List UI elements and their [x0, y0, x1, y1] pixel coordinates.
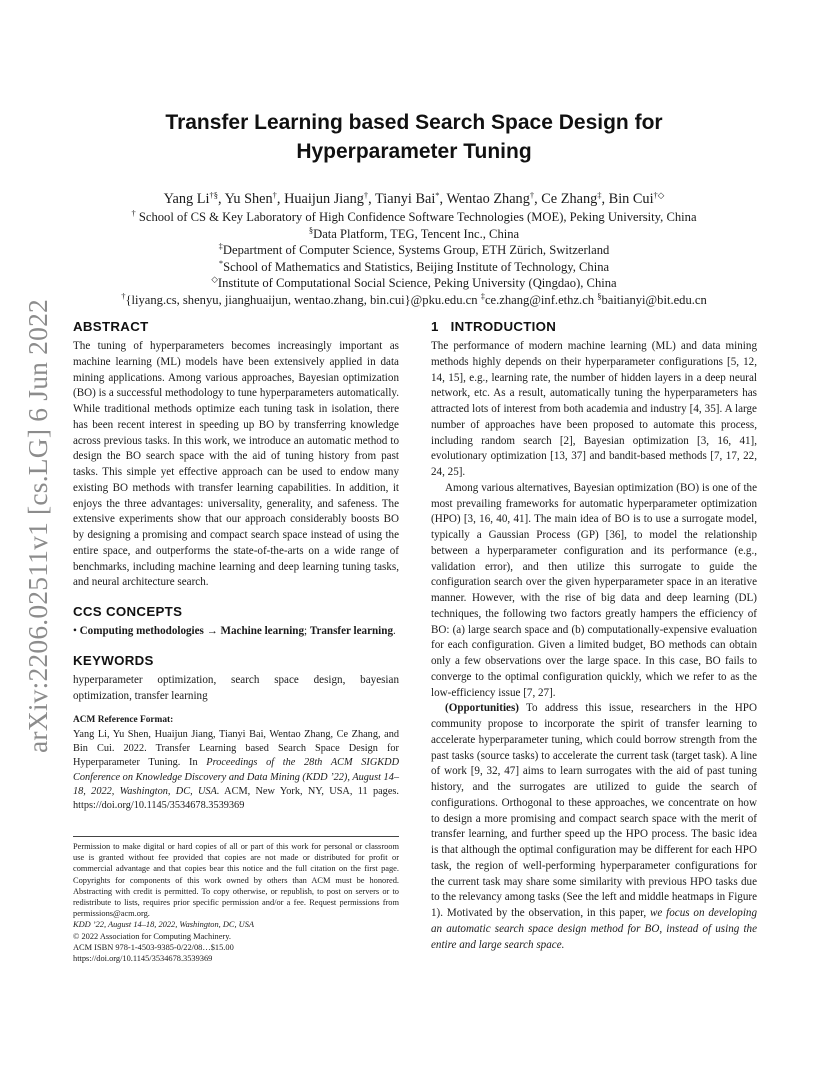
affiliation: † School of CS & Key Laboratory of High Confidence Software Technologies (MOE), Peking University, China	[131, 208, 697, 224]
footer-doi-link[interactable]: https://doi.org/10.1145/3534678.3539369	[73, 954, 213, 964]
conference-line: KDD ’22, August 14–18, 2022, Washington, DC, USA	[73, 920, 255, 930]
affiliation: *School of Mathematics and Statistics, Beijing Institute of Technology, China	[218, 257, 610, 274]
author-mark: *	[435, 190, 440, 200]
keywords-text: hyperparameter optimization, search space design, bayesian optimization, transfer learning	[73, 673, 399, 702]
author-mark: †	[272, 190, 277, 200]
copyright-line: © 2022 Association for Computing Machinery.	[73, 931, 231, 941]
ccs-heading: CCS CONCEPTS	[73, 604, 183, 619]
left-column	[73, 318, 399, 813]
author-name: Tianyi Bai	[375, 191, 436, 207]
abstract-text: The tuning of hyperparameters becomes increasingly important as machine learning (ML) models have been extensively applied in data mining applications. Among various approaches, Bayesian optimization (BO) is a successful methodology to tune hyperparameters automatically. While traditional methods optimize each tuning task in isolation, there has been recent interest in speeding up BO by transferring knowledge across previous tasks. In this work, we introduce an automatic method to design the BO search space with the aid of tuning history from past tasks. This simple yet effective approach can be used to endow many existing BO methods with transfer learning capabilities. In addition, it enjoys the three advantages: universality, generality, and safeness. The extensive experiments show that our approach considerably boosts BO by designing a promising and compact search space instead of using the entire space, and outperforms the state-of-the-arts on a wide range of benchmarks, including machine learning and deep learning tuning tasks, and neural architecture search.	[73, 340, 399, 589]
author-mark: ‡	[597, 190, 602, 200]
footnote-block	[73, 836, 399, 964]
author-name: Bin Cui	[608, 191, 654, 207]
acm-reference-heading: ACM Reference Format:	[73, 715, 174, 726]
affiliation: §Data Platform, TEG, Tencent Inc., China	[308, 224, 520, 241]
arxiv-identifier-stamp: arXiv:2206.02511v1 [cs.LG] 6 Jun 2022	[22, 299, 53, 753]
isbn-line: ACM ISBN 978-1-4503-9385-0/22/08…$15.00	[73, 942, 234, 952]
permission-notice: Permission to make digital or hard copies of all or part of this work for personal or classroom use is granted without fee provided that copies are not made or distributed for profit or commercial advantage and that copies bear this notice and the full citation on the first page. Copyrights for components of this work owned by others than ACM must be honored. Abstracting with credit is permitted. To copy otherwise, or republish, to post on servers or to redistribute to lists, requires prior specific permission and/or a fee. Request permissions from permissions@acm.org.	[73, 842, 399, 919]
affiliation: ◇Institute of Computational Social Science, Peking University (Qingdao), China	[211, 274, 617, 290]
introduction-heading: 1 INTRODUCTION	[431, 319, 557, 334]
intro-paragraph-1: The performance of modern machine learning (ML) and data mining methods highly depends on their hyperparameter configurations [5, 12, 14, 15], e.g., learning rate, the number of hidden layers in a deep neural network, etc. As a result, automatically tuning the hyperparameters has attracted lots of interest from both academia and industry [4, 35]. A large number of approaches have been proposed to automate this process, including random search [2], Bayesian optimization [3, 16, 41], evolutionary optimization [13, 37] and bandit-based methods [7, 17, 22, 24, 25].	[431, 340, 757, 478]
author-mark: †◇	[653, 190, 665, 200]
abstract-heading: ABSTRACT	[73, 319, 149, 334]
paper-title: Transfer Learning based Search Space Design for Hyperparameter Tuning	[165, 111, 663, 163]
author-block	[80, 189, 748, 308]
ccs-concepts: • Computing methodologies → Machine learning; Transfer learning.	[73, 625, 396, 637]
email-bit[interactable]: baitianyi@bit.edu.cn	[601, 292, 707, 307]
email-list: †{liyang.cs, shenyu, jianghuaijun, wentao.zhang, bin.cui}@pku.edu.cn ‡ce.zhang@inf.ethz.ch §baitianyi@bit.edu.cn	[121, 290, 707, 307]
keywords-heading: KEYWORDS	[73, 652, 154, 668]
footnote-rule	[73, 836, 399, 837]
author-name: Yang Li	[163, 191, 210, 207]
email-pku[interactable]: {liyang.cs, shenyu, jianghuaijun, wentao.zhang, bin.cui}@pku.edu.cn	[125, 292, 481, 307]
author-mark: †	[363, 190, 369, 200]
author-name: Ce Zhang	[541, 191, 598, 207]
affiliation: ‡Department of Computer Science, Systems Group, ETH Zürich, Switzerland	[218, 241, 610, 257]
author-name: Huaijun Jiang	[284, 191, 364, 207]
author-mark: †§	[209, 190, 218, 200]
author-list: Yang Li†§, Yu Shen†, Huaijun Jiang†, Tianyi Bai*, Wentao Zhang†, Ce Zhang‡, Bin Cui†◇	[163, 190, 665, 207]
author-mark: †	[529, 190, 535, 200]
author-name: Yu Shen	[224, 191, 273, 207]
doi-link[interactable]: ACM, New York, NY, USA, 11 pages. https://doi.org/10.1145/3534678.3539369	[73, 785, 399, 811]
intro-paragraph-2: Among various alternatives, Bayesian optimization (BO) is one of the most prevailing frameworks for automatic hyperparameter optimization (HPO) [3, 16, 40, 41]. The main idea of BO is to use a surrogate model, typically a Gaussian Process (GP) [36], to model the relationship between a hyperparameter configuration and its performance (e.g., validation error), and then utilize this surrogate to guide the configuration search over the given hyperparameter space in an iterative manner. However, with the rise of big data and deep learning (DL) techniques, the following two factors greatly hampers the efficiency of BO: (a) large search space and (b) computationally-expensive evaluation for each configuration. Given a limited budget, BO methods can obtain only a few observations over the large space. In this case, BO fails to converge to the optimal configuration quickly, which we refer to as the low-efficiency issue [7, 27].	[431, 481, 757, 699]
right-column	[431, 318, 757, 953]
author-name: Wentao Zhang	[446, 191, 530, 207]
intro-paragraph-3: (Opportunities) To address this issue, researchers in the HPO community propose to incorporate the spirit of transfer learning to accelerate hyperparameter tuning, which could borrow strength from the past tasks (source tasks) to accelerate the current task (target task). A line of work [9, 32, 47] aims to learn surrogates with the aid of past tuning history, and the surrogates are utilized to guide the search of configurations. Orthogonal to these approaches, we concentrate on how to design a more promising and compact search space with the merit of transfer learning, and further speed up the HPO process. The basic idea is that although the optimal configuration may be different for each HPO task, the region of well-performing hyperparameter configurations for the current task may share some similarity with previous HPO tasks due to the relevancy among tasks (See the left and middle heatmaps in Figure 1). Motivated by the observation, in this paper, we focus on developing an automatic search space design method for BO, instead of using the entire and large search space.	[431, 702, 757, 951]
acm-reference-text: Yang Li, Yu Shen, Huaijun Jiang, Tianyi Bai, Wentao Zhang, Ce Zhang, and Bin Cui. 2022. Transfer Learning based Search Space Design for Hyperparameter Tuning. In Proceedings of the 28th ACM SIGKDD Conference on Knowledge Discovery and Data Mining (KDD ’22), August 14–18, 2022, Washington, DC, USA. ACM, New York, NY, USA, 11 pages. https://doi.org/10.1145/3534678.3539369	[73, 729, 399, 811]
email-ethz[interactable]: ce.zhang@inf.ethz.ch	[484, 292, 598, 307]
